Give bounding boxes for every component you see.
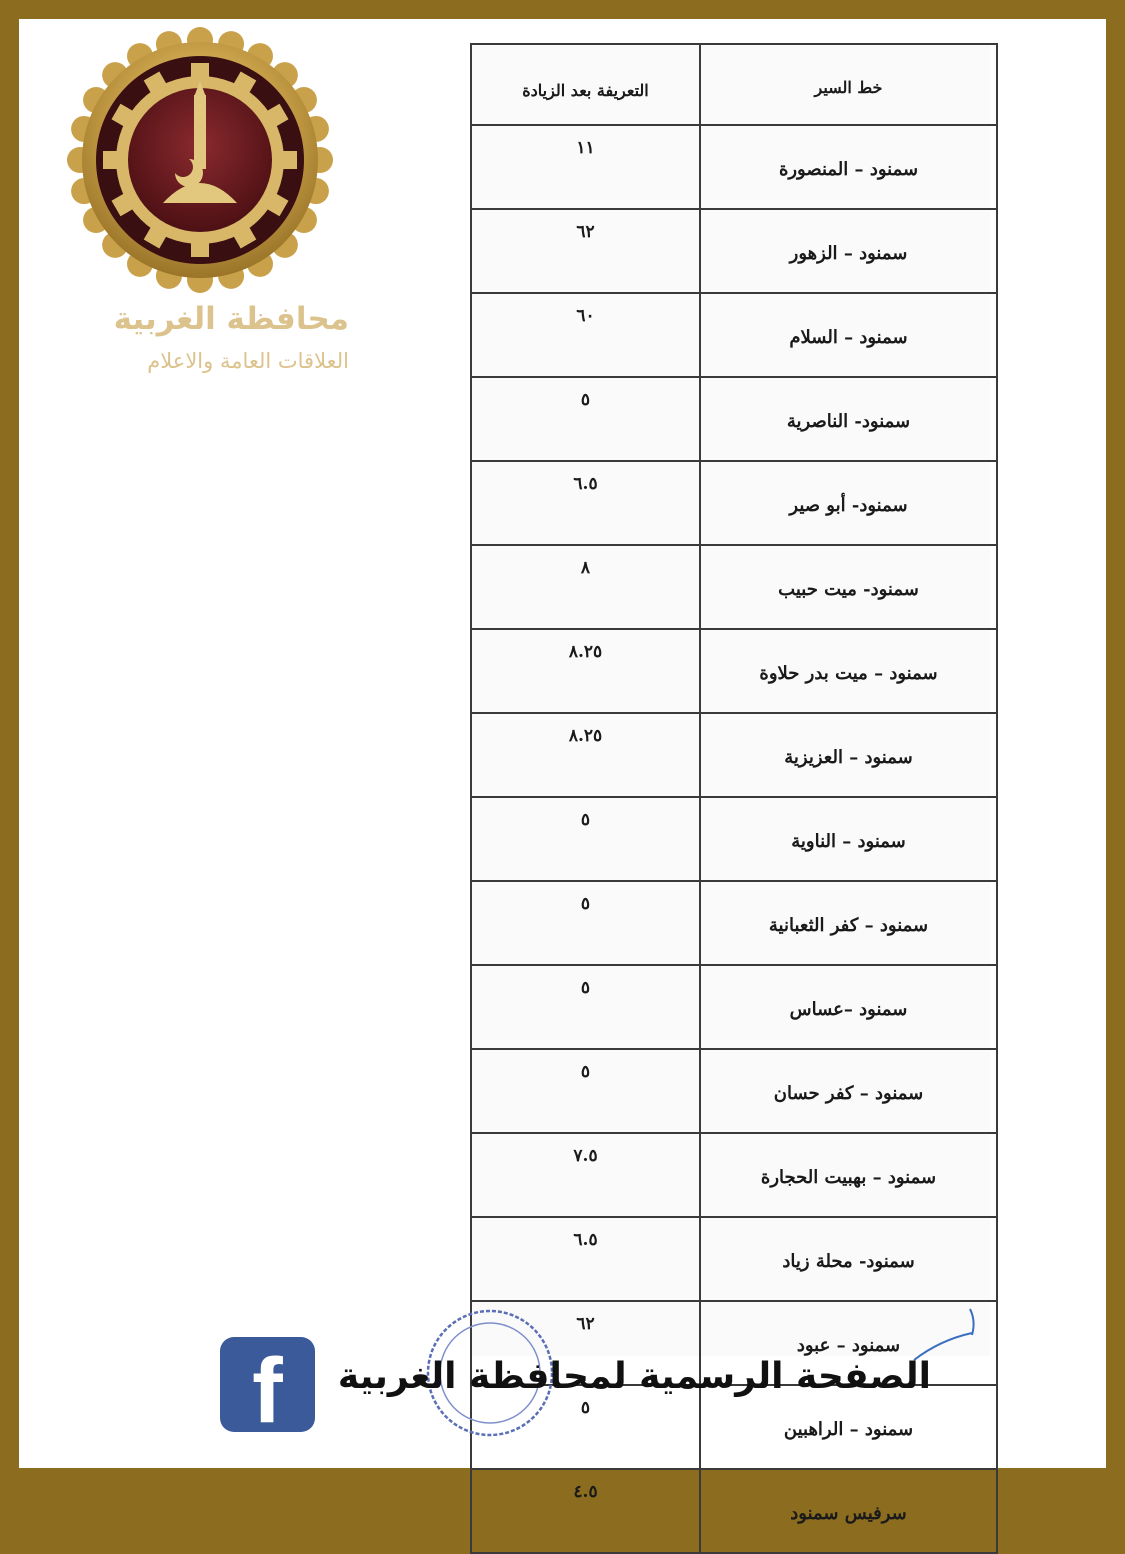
route-cell: سمنود – بهبيت الحجارة <box>700 1133 997 1217</box>
fare-cell: ٥ <box>471 965 700 1049</box>
route-cell: سمنود – عبود <box>700 1301 997 1385</box>
page-frame <box>19 19 1106 1524</box>
fare-cell: ٧.٥ <box>471 1133 700 1217</box>
fare-cell: ٨.٢٥ <box>471 713 700 797</box>
table-row <box>471 797 997 881</box>
route-cell: سمنود – المنصورة <box>700 125 997 209</box>
fare-cell: ٥ <box>471 797 700 881</box>
route-cell: سمنود- أبو صير <box>700 461 997 545</box>
table-row <box>471 1217 997 1301</box>
fare-cell: ٦٢ <box>471 209 700 293</box>
route-cell: سمنود – ميت بدر حلاوة <box>700 629 997 713</box>
fare-cell: ٤.٥ <box>471 1469 700 1553</box>
route-cell: سمنود – العزيزية <box>700 713 997 797</box>
fare-cell: ٨ <box>471 545 700 629</box>
table-row <box>471 965 997 1049</box>
fare-cell: ٦٠ <box>471 293 700 377</box>
table-row <box>471 209 997 293</box>
table-row <box>471 881 997 965</box>
route-cell: سمنود – الزهور <box>700 209 997 293</box>
route-cell: سمنود –عساس <box>700 965 997 1049</box>
table-row <box>471 1133 997 1217</box>
fare-cell: ٥ <box>471 1385 700 1469</box>
facebook-icon[interactable]: f <box>220 1337 315 1432</box>
fare-cell: ١١ <box>471 125 700 209</box>
table-row <box>471 125 997 209</box>
table-row <box>471 629 997 713</box>
table-row <box>471 545 997 629</box>
fare-cell: ٦٢ <box>471 1301 700 1385</box>
route-cell: سمنود- الناصرية <box>700 377 997 461</box>
route-cell: سمنود – كفر الثعبانية <box>700 881 997 965</box>
governorate-subtitle: العلاقات العامة والاعلام <box>147 349 349 373</box>
fare-cell: ٦.٥ <box>471 461 700 545</box>
route-cell: سمنود – الراهبين <box>700 1385 997 1469</box>
governorate-name: محافظة الغربية <box>113 301 349 337</box>
table-row <box>471 1385 997 1469</box>
header-fare: التعريفة بعد الزيادة <box>471 44 700 125</box>
fare-cell: ٦.٥ <box>471 1217 700 1301</box>
table-row <box>471 293 997 377</box>
governorate-seal-logo <box>65 25 335 295</box>
route-cell: سمنود – السلام <box>700 293 997 377</box>
table-row <box>471 1469 997 1553</box>
fare-cell: ٨.٢٥ <box>471 629 700 713</box>
fare-cell: ٥ <box>471 377 700 461</box>
route-cell: سمنود- ميت حبيب <box>700 545 997 629</box>
table-header-row <box>471 44 997 125</box>
header-route: خط السير <box>700 44 997 125</box>
table-row <box>471 461 997 545</box>
fare-cell: ٥ <box>471 1049 700 1133</box>
official-page-caption: الصفحة الرسمية لمحافظة الغربية <box>337 1356 931 1397</box>
route-cell: سمنود – الناوية <box>700 797 997 881</box>
route-cell: سرفيس سمنود <box>700 1469 997 1553</box>
fare-cell: ٥ <box>471 881 700 965</box>
table-row <box>471 713 997 797</box>
table-row <box>471 1049 997 1133</box>
table-row <box>471 377 997 461</box>
route-cell: سمنود – كفر حسان <box>700 1049 997 1133</box>
route-cell: سمنود- محلة زياد <box>700 1217 997 1301</box>
